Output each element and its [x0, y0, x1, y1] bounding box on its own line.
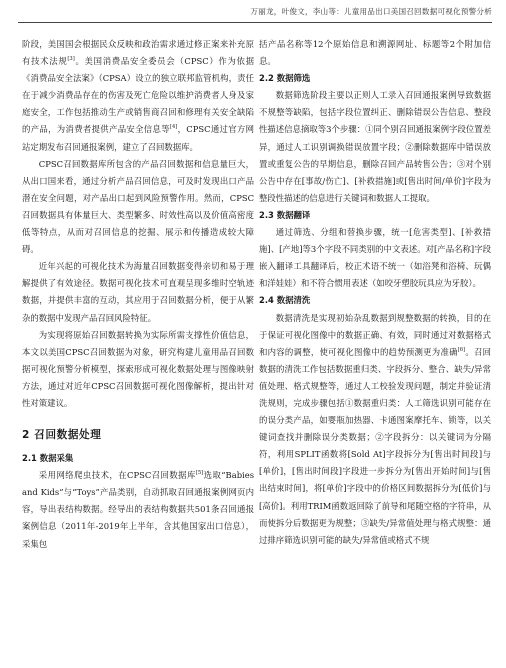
citation-ref: [3] [67, 56, 75, 63]
paragraph-data-collection: 采用网络爬虫技术，在CPSC召回数据库[5]选取“Babies and Kids”与“Toys”产品类别，自动抓取召回通报案例网页内容，导出表结构数据。经导出的表结构数据共501条召回通报案例信息（2011年-2019年上半年，含其他国家出口信息），采集包 [22, 470, 254, 549]
paragraph-visualization: 近年兴起的可视化技术为海量召回数据变得亲切和易于理解提供了有效途径。数据可视化技术可直观呈现多维时空轨迹数据，并提供丰富的互动，其应用于召回数据分析，便于从繁杂的数据中发现产品召回风险特征。 [22, 261, 254, 323]
citation-ref: [4] [169, 124, 178, 131]
paragraph-collection-continued: 括产品名称等12个原始信息和溯源网址、标题等2个附加信息。 [259, 39, 491, 67]
subsection-heading-data-translation: 2.3 数据翻译 [259, 209, 311, 220]
paragraph-data-translation: 通过筛选、分组和替换步骤，统一[危害类型]、[补救措施]、[产地]等3个字段不同类别的中文表述。对[产品名称]字段嵌入翻译工具翻译后，校正术语不统一（如浴凳和浴椅、玩偶和洋娃娃）和不符合惯用表述（如咬牙塑胶玩具应为牙胶）。 [259, 227, 491, 289]
paragraph-data-screening: 数据筛选阶段主要以正则人工录入召回通报案例导致数据不规整等缺陷，包括字段位置纠正、删除错误公告信息、整段性描述信息摘取等3个步骤：①同个别召回通报案例字段位置差异，通过人工识别调换错误放置字段；②删除数据库中错误放置或重复公告的早期信息，删除召回产品转售公告；③对个别公告中存在[事故/伤亡]、[补救措施]或[售出时间/单价]字段为整段性描述的信息进行关键词和数据人工提取。 [259, 90, 491, 203]
header-rule [18, 22, 492, 23]
left-column [22, 36, 254, 668]
citation-ref: [5] [195, 470, 204, 477]
citation-ref: [6] [457, 346, 466, 353]
paragraph-data-cleaning: 数据清洗是实现初始杂乱数据到规整数据的转换，目的在于保证可视化图像中的数据正确、有效，同时通过对数据格式和内容的调整，使可视化图像中的趋势预测更为准确[6]。召回数据的清洗工作包括数据重归类、字段拆分、整合、缺失/异常值处理、格式规整等，通过人工校验发现问题，制定并验证清洗规则，完成步骤包括①数据重归类：人工筛选识别可能存在的误分类产品，如婴瓶加热器、卡通图案摩托车、锁等，以关键词查找并删除误分类数据；②字段拆分：以关键词为分隔符，利用SPLIT函数将[Sold At]字段拆分为[售出时间段]与[单价]，[售出时间段]字段进一步拆分为[售出开始时间]与[售出结束时间]，将[单价]字段中的价格区间数据拆分为[低价]与[高价]。利用TRIM函数返回除了前导和尾随空格的字符串，从而使拆分后数据更为规整；③缺失/异常值处理与格式规整：通过排序筛选识别可能的缺失/异常值或格式不规 [259, 312, 491, 545]
right-column [259, 36, 491, 668]
running-head-text: 万丽龙，叶俊文，李山等：儿童用品出口美国召回数据可视化预警分析 [250, 7, 492, 16]
paragraph-intro-cpsc: 阶段，美国国会根据民众反映和政治需求通过修正案来补充原有技术法规[3]。美国消费品安全委员会（CPSC）作为依据《消费品安全法案》（CPSA）设立的独立联邦监管机构，责任在于减少消费品存在的伤害及死亡危险以维护消费者人身及家庭安全，工作包括推动生产或销售商召回和修理有关安全缺陷的产品，为消费者提供产品安全信息等[4]，CPSC通过官方网站定期发布召回通报案例，建立了召回数据库。 [22, 39, 254, 152]
subsection-heading-data-screening: 2.2 数据筛选 [259, 73, 311, 84]
paragraph-recall-database: CPSC召回数据库所包含的产品召回数据和信息量巨大，从出口国来看，通过分析产品召回信息，可及时发现出口产品潜在安全问题，对产品出口起到风险预警作用。然而，CPSC召回数据具有体量巨大、类型繁多、时效性高以及价值高密度低等特点，从而对召回信息的挖掘、展示和传播造成较大障碍。 [22, 158, 254, 255]
subsection-heading-data-cleaning: 2.4 数据清洗 [259, 295, 311, 306]
section-heading: 2 召回数据处理 [22, 429, 102, 442]
paragraph-research-aim: 为实现将原始召回数据转换为实际所需支撑性价值信息，本文以美国CPSC召回数据为对象，研究构建儿童用品召回数据可视化预警分析模型，探索形成可视化数据处理与图像映射方法，通过对近年CPSC召回数据可视化图像解析，提出针对性对策建议。 [22, 329, 254, 408]
subsection-heading-data-collection: 2.1 数据采集 [22, 453, 74, 464]
